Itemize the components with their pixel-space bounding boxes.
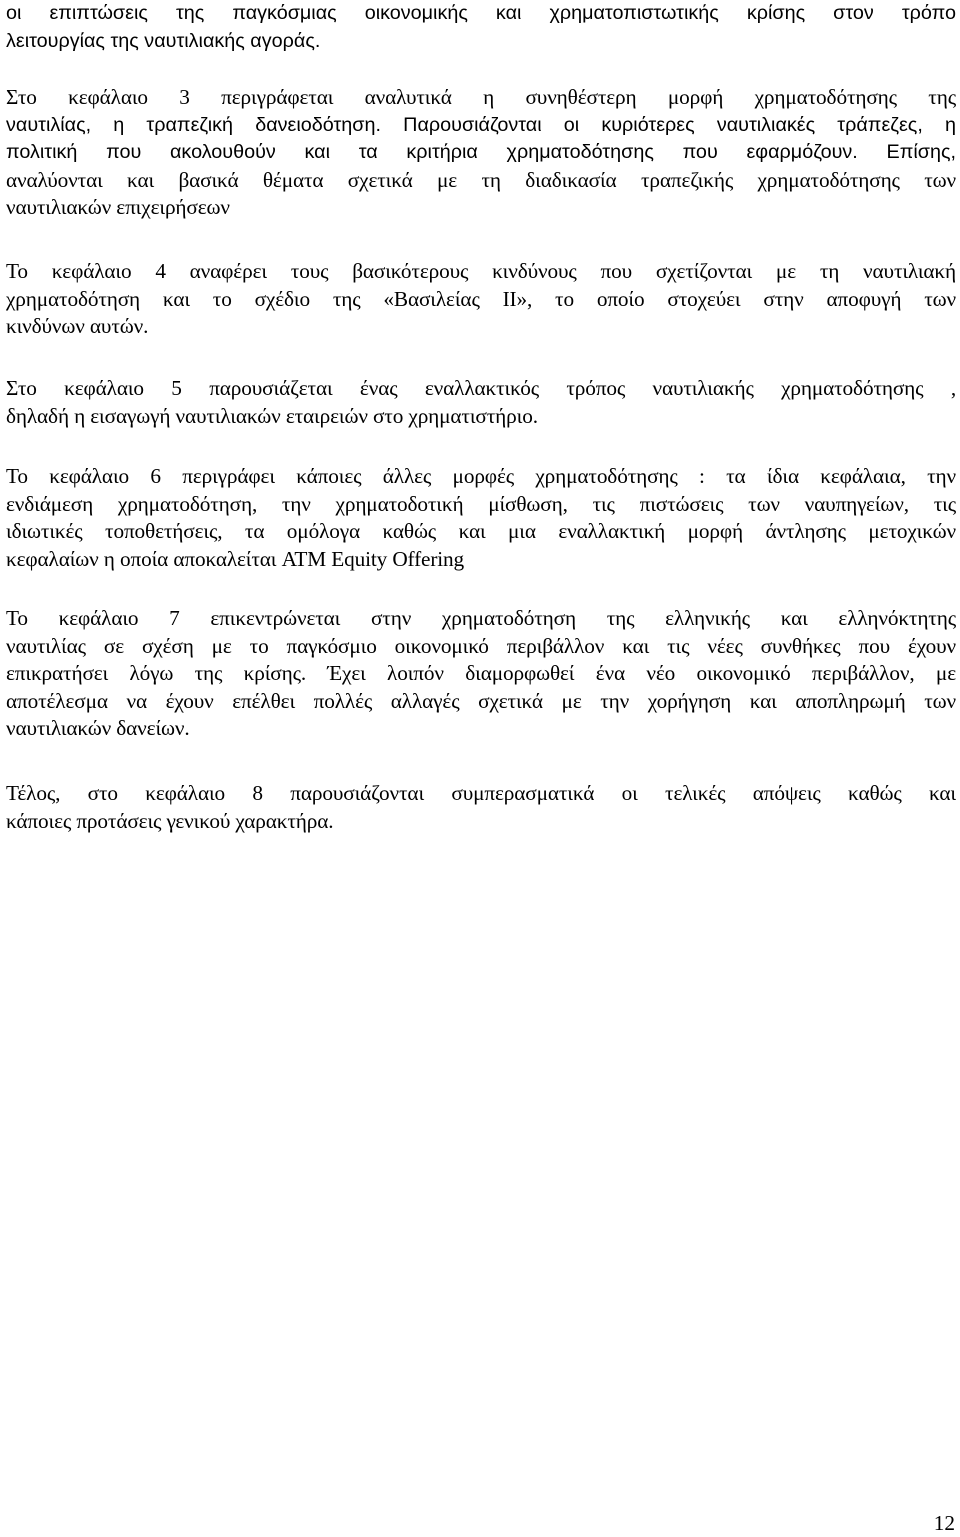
text-line: ναυτιλιακών επιχειρήσεων [6,195,230,219]
paragraph-chapter-3 [6,84,956,222]
text-line: κάποιες προτάσεις γενικού χαρακτήρα. [6,808,334,833]
text-line: ιδιωτικές τοποθετήσεις, τα ομόλογα καθώς και μια εναλλακτική μορφή άντλησης μετοχικών [6,519,956,543]
paragraph-chapter-2-continuation [6,0,956,55]
text-line: Στο κεφάλαιο 3 περιγράφεται αναλυτικά η συνηθέστερη μορφή χρηματοδότησης της [6,85,956,109]
text-line: Το κεφάλαιο 7 επικεντρώνεται στην χρηματοδότηση της ελληνικής και ελληνόκτητης [6,606,956,630]
text-line: πολιτική που ακολουθούν και τα κριτήρια χρηματοδότησης που εφαρμόζουν. Επίσης, [6,141,956,163]
text-line: κινδύνων αυτών. [6,314,149,338]
text-line: ναυτιλίας σε σχέση με το παγκόσμιο οικονομικό περιβάλλον και τις νέες συνθήκες που έχουν [6,633,956,658]
text-line: Το κεφάλαιο 4 αναφέρει τους βασικότερους κινδύνους που σχετίζονται με τη ναυτιλιακή [6,259,956,283]
text-line: χρηματοδότηση και το σχέδιο της «Βασιλείας ΙΙ», το οποίο στοχεύει στην αποφυγή των [6,286,956,311]
text-line: ενδιάμεση χρηματοδότηση, την χρηματοδοτική μίσθωση, τις πιστώσεις των ναυπηγείων, τις [6,491,956,516]
text-line: λειτουργίας της ναυτιλιακής αγοράς. [6,29,321,52]
text-line: Το κεφάλαιο 6 περιγράφει κάποιες άλλες μορφές χρηματοδότησης : τα ίδια κεφάλαια, την [6,464,956,488]
paragraph-chapter-5 [6,375,956,430]
text-line: ναυτιλιακών δανείων. [6,716,190,740]
document-page [6,0,956,1537]
text-line: Στο κεφάλαιο 5 παρουσιάζεται ένας εναλλακτικός τρόπος ναυτιλιακής χρηματοδότησης , [6,376,956,400]
text-line: δηλαδή η εισαγωγή ναυτιλιακών εταιρειών στο χρηματιστήριο. [6,403,538,428]
paragraph-chapter-8 [6,780,956,835]
paragraph-chapter-4 [6,258,956,341]
text-line: αποτέλεσμα να έχουν επέλθει πολλές αλλαγές σχετικά με την χορήγηση και αποπληρωμή των [6,688,956,713]
text-line: αναλύονται και βασικά θέματα σχετικά με τη διαδικασία τραπεζικής χρηματοδότησης των [6,167,956,192]
text-line: επικρατήσει λόγω της κρίσης. Έχει λοιπόν διαμορφωθεί ένα νέο οικονομικό περιβάλλον, με [6,661,956,685]
paragraph-chapter-6 [6,463,956,573]
text-line: οι επιπτώσεις της παγκόσμιας οικονομικής και χρηματοπιστωτικής κρίσης στον τρόπο [6,2,956,24]
paragraph-chapter-7 [6,605,956,743]
text-line: ναυτιλίας, η τραπεζική δανειοδότηση. Παρουσιάζονται οι κυριότερες ναυτιλιακές τράπεζες, η [6,113,956,136]
text-line: Τέλος, στο κεφάλαιο 8 παρουσιάζονται συμπερασματικά οι τελικές απόψεις καθώς και [6,781,956,805]
page-number: 12 [933,1511,955,1535]
text-line: κεφαλαίων η οποία αποκαλείται ATM Equity Offering [6,546,465,571]
